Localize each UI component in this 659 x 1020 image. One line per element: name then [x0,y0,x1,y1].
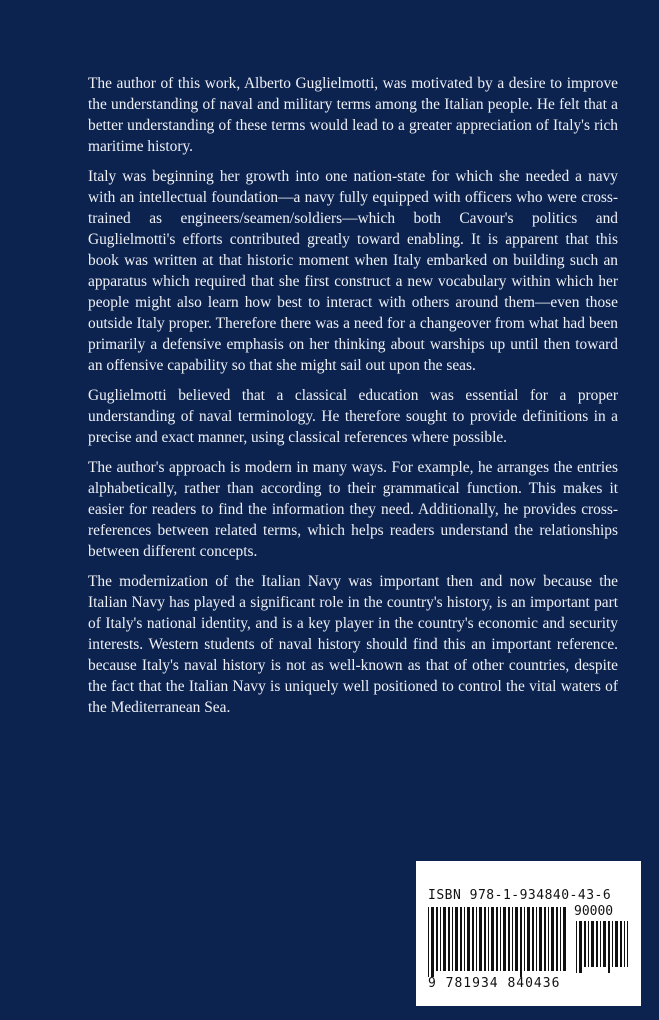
barcode-bar [527,907,530,971]
barcode-bar [448,907,450,971]
blurb-paragraph-1: The author of this work, Alberto Guglielmotti, was motivated by a desire to improve the understanding of naval and military terms among the Italian people. He felt that a better understanding of these terms would lead to a greater appreciation of Italy's rich maritime history. [88,75,618,155]
barcode-bar [491,907,494,971]
barcode-bar [588,921,589,967]
barcode-bar [603,921,606,967]
barcode-bar [556,907,558,971]
barcode-bar [548,907,549,971]
barcode-bar [584,921,586,967]
barcode-bar [452,907,453,971]
barcode-bar [464,907,465,971]
barcode-bar [563,907,566,971]
back-cover-blurb [88,73,618,727]
isbn-label: ISBN 978-1-934840-43-6 [428,888,612,903]
barcode-bar [551,907,554,971]
barcode-bar [436,907,438,971]
barcode-digits: 9 781934 840436 [428,976,561,991]
barcode-bar [524,907,525,971]
barcode-bar [591,921,594,967]
barcode-bar [539,907,542,971]
barcode-bar [544,907,546,971]
barcode-bar [460,907,462,971]
barcode-bar [596,921,598,967]
price-code: 90000 [574,904,614,919]
barcode-bar [612,921,613,967]
barcode-bar [532,907,534,971]
blurb-paragraph-2: Italy was beginning her growth into one nation-state for which she needed a navy with an intellectual foundation—a navy fully equipped with officers who were cross-trained as engineers/seamen/soldiers—which both Cavour's politics and Guglielmotti's efforts contributed greatly toward enabling. It is apparent that this book was written at that historic moment when Italy embarked on building such an apparatus which required that she first construct a new vocabulary within which her people might also learn how best to interact with others around them—even those outside Italy proper. Therefore there was a need for a changeover from what had been primarily a defensive emphasis on her thinking about warships up until then toward an offensive capability so that she might sail out upon the seas. [88,168,618,374]
barcode-bar [600,921,601,967]
blurb-paragraph-4: The author's approach is modern in many ways. For example, he arranges the entries alphabetically, rather than according to their grammatical function. This makes it easier for readers to find the information they need. Additionally, he provides cross-references between related terms, which helps readers understand the relationships between different concepts. [88,459,618,560]
price-addon-bars [576,921,628,979]
barcode-bar [576,921,577,973]
barcode-bar [440,907,441,971]
barcode-bar [608,921,610,973]
barcode-bar [512,907,513,971]
barcode-bar [488,907,489,971]
barcode-bar [503,907,506,971]
barcode-bar [443,907,446,971]
barcode-bar [484,907,486,971]
barcode-bar [455,907,458,971]
barcode-bar [467,907,470,971]
ean13-barcode-bars [428,907,568,977]
barcode-bar [479,907,482,971]
blurb-paragraph-3: Guglielmotti believed that a classical education was essential for a proper understanding of naval terminology. He therefore sought to provide definitions in a precise and exact manner, using classical references where possible. [88,387,618,446]
barcode-bar [500,907,501,971]
barcode-bar [508,907,510,971]
isbn-barcode [416,861,641,1006]
barcode-bar [520,907,522,977]
barcode-bar [476,907,477,971]
barcode-bar [472,907,474,971]
barcode-bar [579,921,582,973]
barcode-bar [431,907,434,977]
barcode-bar [615,921,618,967]
barcode-bar [620,921,622,967]
blurb-paragraph-5: The modernization of the Italian Navy was important then and now because the Italian Navy has played a significant role in the country's history, is an important part of Italy's national identity, and is a key player in the country's economic and security interests. Western students of naval history should find this an important reference. because Italy's naval history is not as well-known as that of other countries, despite the fact that the Italian Navy is uniquely well positioned to control the vital waters of the Mediterranean Sea. [88,573,618,716]
barcode-bar [428,907,429,977]
barcode-bar [627,921,628,967]
barcode-bar [624,921,625,967]
barcode-bar [536,907,537,971]
barcode-bar [496,907,498,971]
barcode-bar [515,907,518,971]
barcode-bar [560,907,561,971]
